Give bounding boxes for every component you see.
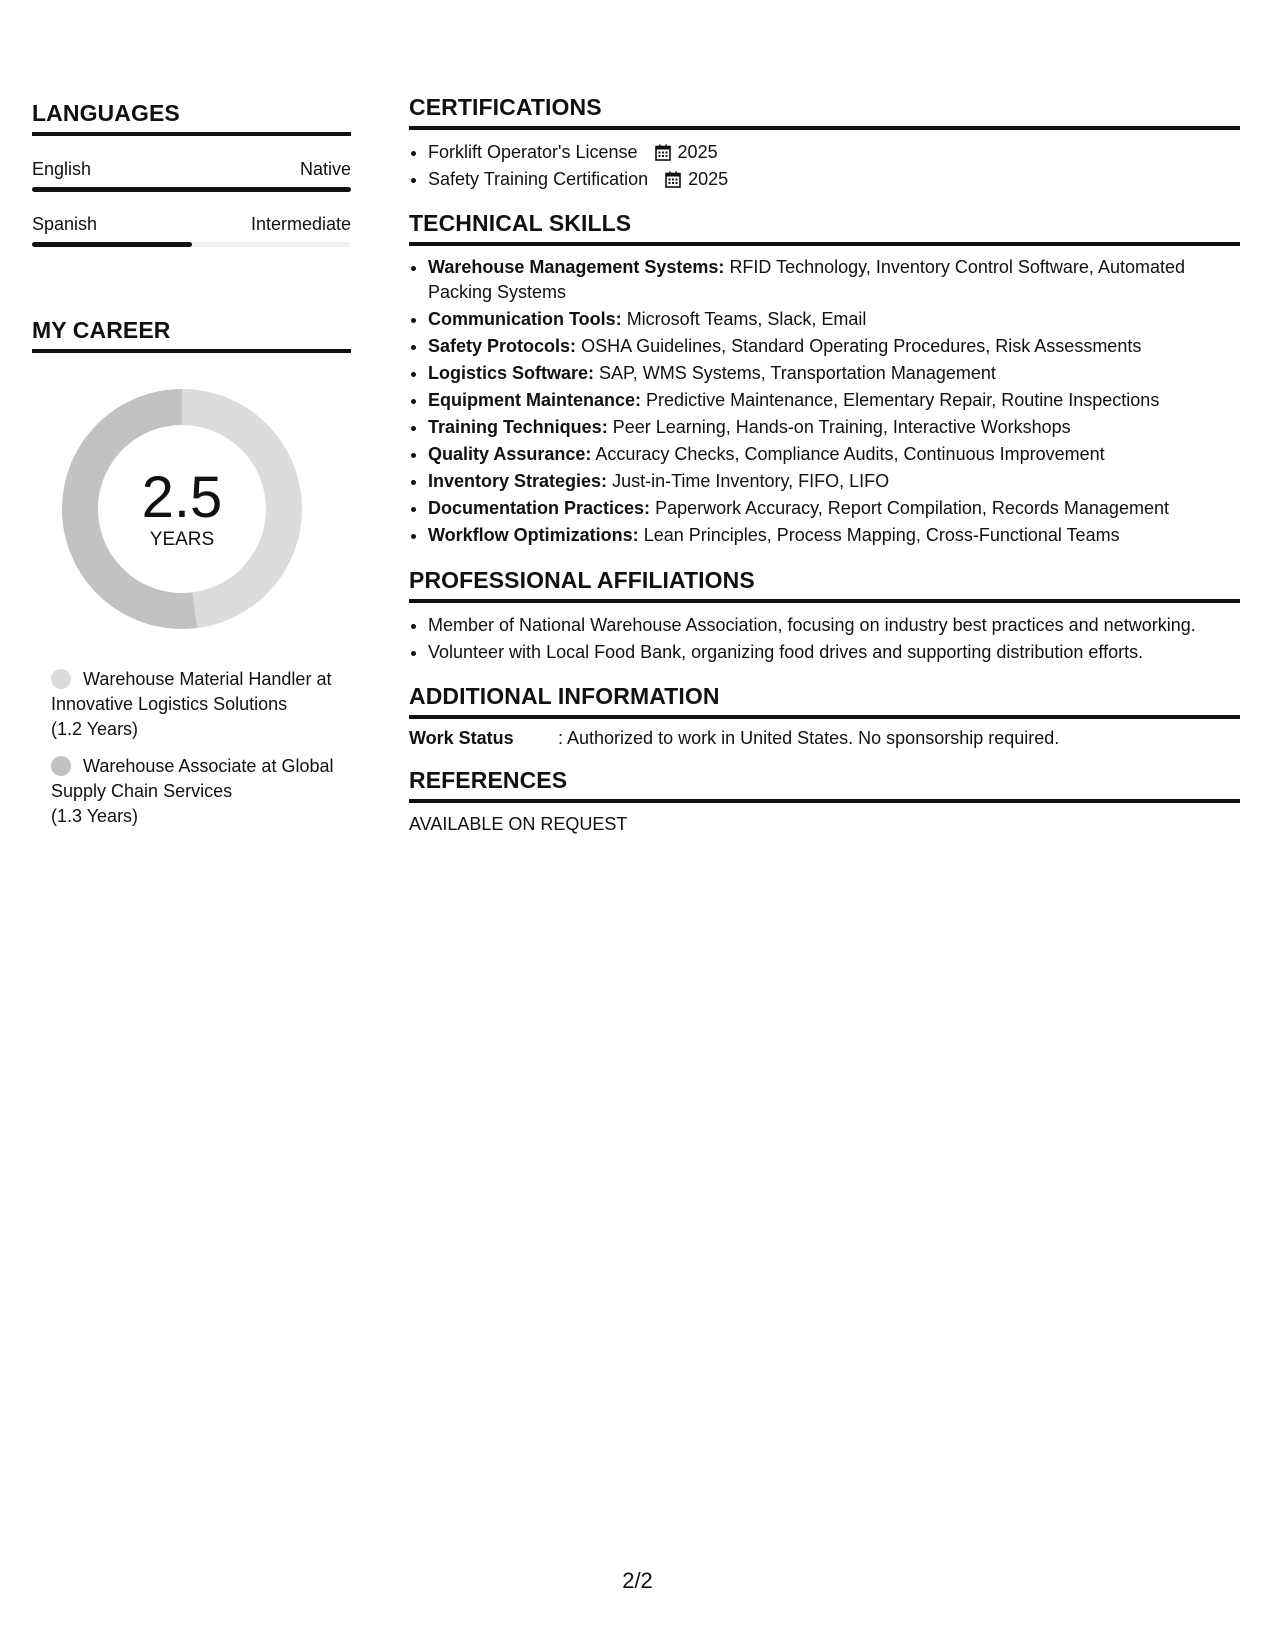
language-item-english: [32, 157, 351, 192]
skill-item: [428, 523, 1240, 548]
additional-info-title: ADDITIONAL INFORMATION: [409, 683, 1240, 719]
skill-item: [428, 496, 1240, 521]
certification-item: [428, 166, 1240, 193]
skill-label: Warehouse Management Systems:: [428, 257, 725, 277]
sidebar: [32, 100, 351, 841]
career-total-years: 2.5: [141, 465, 223, 530]
career-legend-item: [51, 667, 351, 742]
certifications-title: CERTIFICATIONS: [409, 94, 1240, 130]
career-legend-duration: (1.2 Years): [51, 719, 139, 739]
career-legend-label: Warehouse Material Handler at Innovative Logistics Solutions: [51, 669, 332, 714]
skill-label: Equipment Maintenance:: [428, 389, 642, 410]
skill-label: Logistics Software:: [428, 362, 595, 383]
page-number: 2/2: [622, 1568, 653, 1593]
career-total-unit: YEARS: [149, 529, 215, 550]
career-title: MY CAREER: [32, 317, 351, 353]
affiliations-section: [409, 567, 1240, 666]
references-section: [409, 767, 1240, 835]
certification-year: 2025: [688, 169, 729, 189]
certification-year: 2025: [677, 142, 718, 162]
affiliation-item: • Volunteer with Local Food Bank, organizing food drives and supporting distribution efforts.: [428, 639, 1240, 666]
certification-name: Safety Training Certification: [428, 169, 649, 189]
language-level: Intermediate: [250, 214, 351, 234]
skill-label: Communication Tools:: [428, 308, 622, 329]
skill-value: Accuracy Checks, Compliance Audits, Continuous Improvement: [595, 443, 1105, 464]
career-legend-duration: (1.3 Years): [51, 806, 139, 826]
certifications-list: [409, 139, 1240, 193]
technical-skills-section: [409, 210, 1240, 547]
work-status-row: [409, 728, 1240, 749]
languages-title: LANGUAGES: [32, 100, 351, 136]
technical-skills-list: [409, 255, 1240, 547]
career-donut-chart: [62, 389, 302, 629]
skill-item: [428, 307, 1240, 332]
affiliation-item: • Member of National Warehouse Association, focusing on industry best practices and networking.: [428, 612, 1240, 639]
skill-value: Paperwork Accuracy, Report Compilation, Records Management: [655, 497, 1169, 518]
skill-value: RFID Technology, Inventory Control Software, Automated Packing Systems: [428, 257, 1186, 302]
calendar-icon: [655, 144, 671, 161]
certification-name: Forklift Operator's License: [428, 142, 638, 162]
references-title: REFERENCES: [409, 767, 1240, 803]
skill-item: [428, 388, 1240, 413]
affiliations-list: [409, 612, 1240, 666]
main-content: [409, 94, 1240, 835]
skill-value: OSHA Guidelines, Standard Operating Procedures, Risk Assessments: [581, 335, 1142, 356]
certification-item: [428, 139, 1240, 166]
language-proficiency-bar: [32, 242, 351, 247]
language-proficiency-fill: [32, 187, 351, 192]
affiliations-title: PROFESSIONAL AFFILIATIONS: [409, 567, 1240, 603]
work-status-value: : Authorized to work in United States. No sponsorship required.: [558, 727, 1060, 748]
technical-skills-title: TECHNICAL SKILLS: [409, 210, 1240, 246]
career-donut-center: [62, 389, 302, 629]
career-legend: [51, 667, 351, 829]
skill-label: Documentation Practices:: [428, 497, 651, 518]
skill-item: [428, 334, 1240, 359]
language-proficiency-bar: [32, 187, 351, 192]
legend-dot: [51, 756, 71, 776]
references-text: AVAILABLE ON REQUEST: [409, 813, 628, 834]
language-name: Spanish: [32, 214, 98, 234]
skill-item: [428, 415, 1240, 440]
skill-value: Peer Learning, Hands-on Training, Interactive Workshops: [612, 416, 1071, 437]
skill-label: Training Techniques:: [428, 416, 608, 437]
skill-item: [428, 361, 1240, 386]
skill-value: Just-in-Time Inventory, FIFO, LIFO: [612, 470, 890, 491]
skill-label: Workflow Optimizations:: [428, 524, 639, 545]
language-proficiency-fill: [32, 242, 192, 247]
legend-dot: [51, 669, 71, 689]
career-legend-label: Warehouse Associate at Global Supply Chain Services: [51, 756, 334, 801]
additional-info-section: [409, 683, 1240, 749]
skill-value: Lean Principles, Process Mapping, Cross-Functional Teams: [643, 524, 1120, 545]
skill-value: Microsoft Teams, Slack, Email: [626, 308, 867, 329]
skill-label: Quality Assurance:: [428, 443, 592, 464]
calendar-icon: [665, 171, 681, 188]
skill-value: Predictive Maintenance, Elementary Repair, Routine Inspections: [646, 389, 1160, 410]
certifications-section: [409, 94, 1240, 193]
career-legend-item: [51, 754, 351, 829]
language-name: English: [32, 159, 92, 179]
skill-label: Inventory Strategies:: [428, 470, 608, 491]
skill-item: [428, 442, 1240, 467]
skill-item: [428, 255, 1240, 304]
language-level: Native: [299, 159, 351, 179]
skill-label: Safety Protocols:: [428, 335, 577, 356]
work-status-label: Work Status: [409, 727, 514, 748]
skill-value: SAP, WMS Systems, Transportation Management: [599, 362, 996, 383]
language-item-spanish: [32, 212, 351, 247]
skill-item: [428, 469, 1240, 494]
